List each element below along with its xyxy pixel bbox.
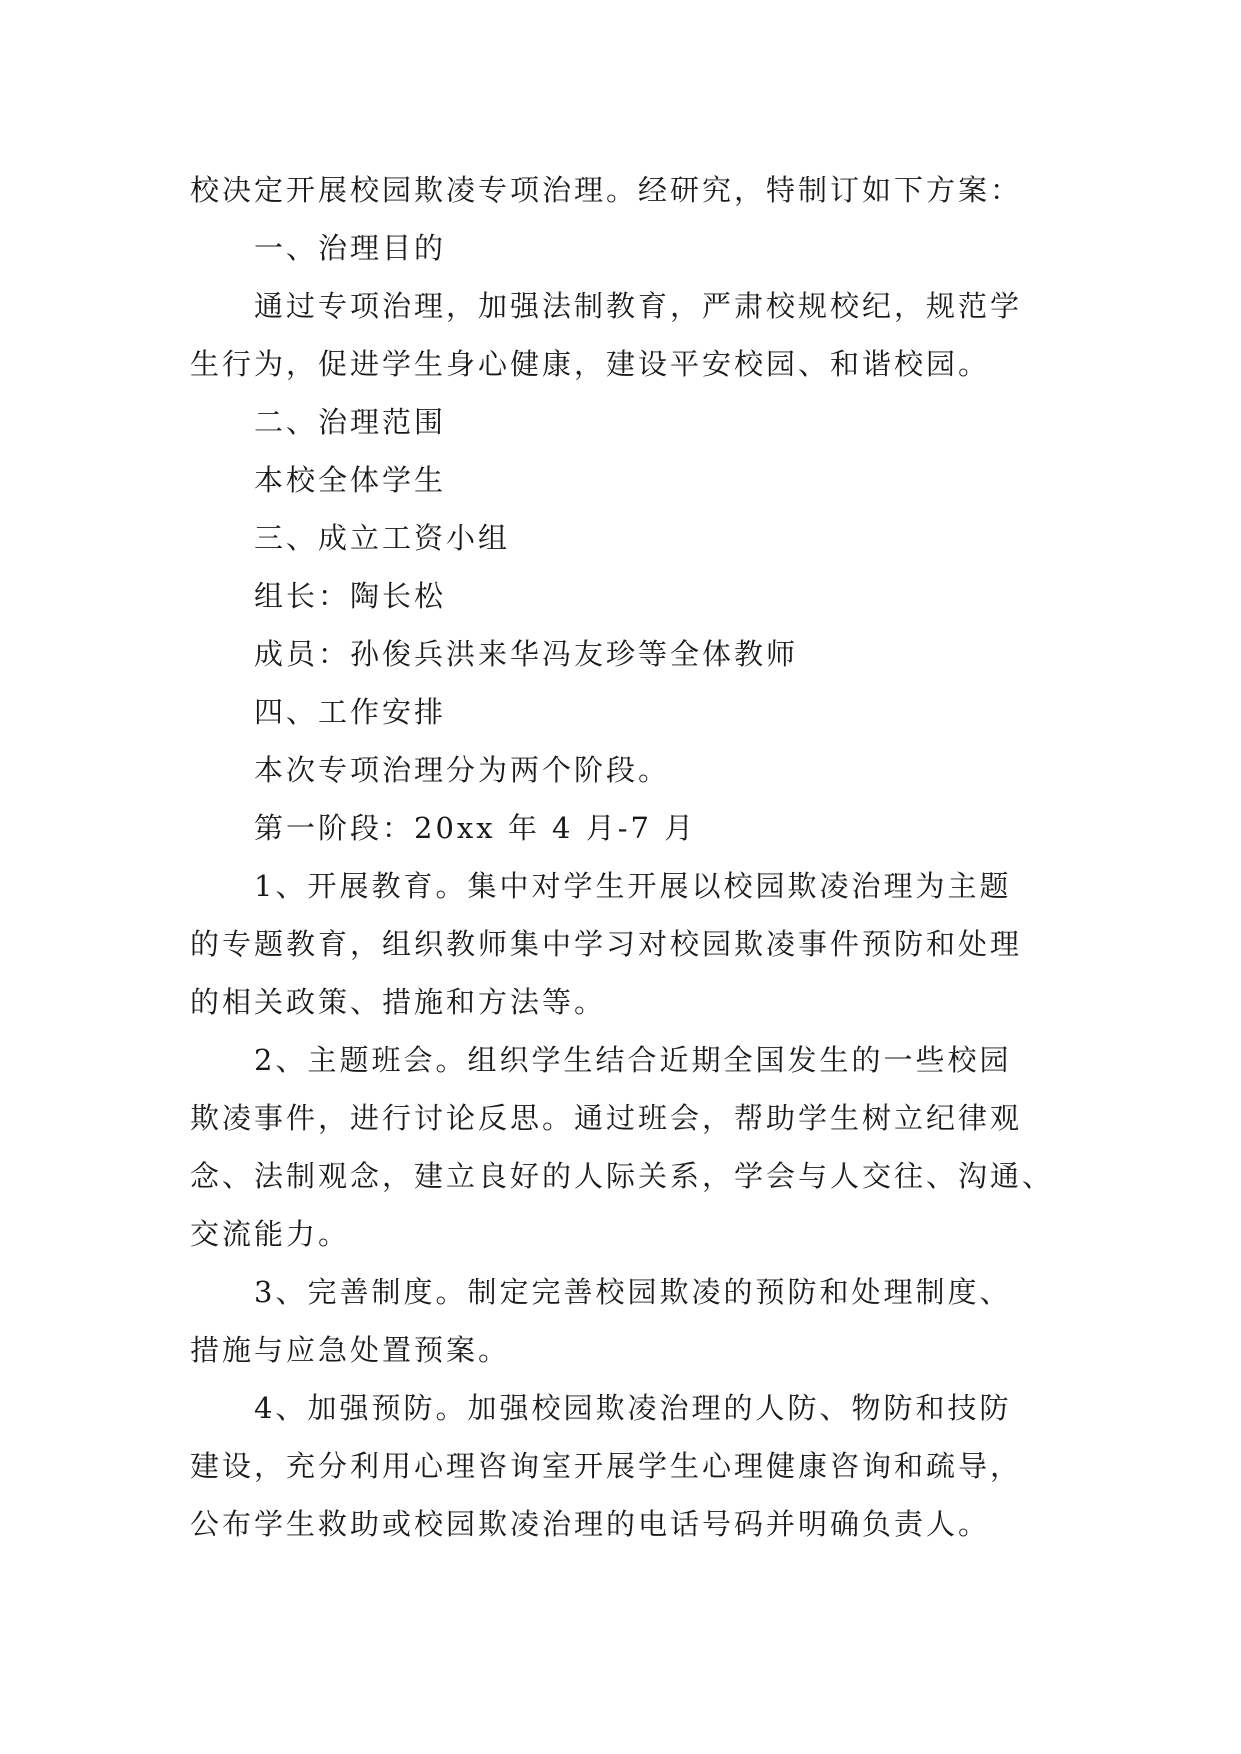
document-line: 生行为，促进学生身心健康，建设平安校园、和谐校园。 (190, 347, 991, 381)
document-line: 本校全体学生 (254, 463, 447, 497)
document-line: 三、成立工资小组 (254, 521, 511, 555)
document-line: 通过专项治理，加强法制教育，严肃校规校纪，规范学 (254, 289, 1023, 323)
document-body (190, 161, 1070, 1553)
document-line: 的相关政策、措施和方法等。 (190, 985, 607, 1019)
document-line: 第一阶段：20xx 年 4 月-7 月 (254, 811, 697, 845)
document-line: 二、治理范围 (254, 405, 447, 439)
document-line: 4、加强预防。加强校园欺凌治理的人防、物防和技防 (254, 1391, 1012, 1425)
document-line: 四、工作安排 (254, 695, 447, 729)
document-line: 2、主题班会。组织学生结合近期全国发生的一些校园 (254, 1043, 1012, 1077)
document-line: 本次专项治理分为两个阶段。 (254, 753, 671, 787)
document-line: 1、开展教育。集中对学生开展以校园欺凌治理为主题 (254, 869, 1012, 903)
document-line: 交流能力。 (190, 1217, 351, 1251)
document-line: 一、治理目的 (254, 231, 447, 265)
document-line: 念、法制观念，建立良好的人际关系，学会与人交往、沟通、 (190, 1159, 1055, 1193)
document-line: 措施与应急处置预案。 (190, 1333, 511, 1367)
document-line: 校决定开展校园欺凌专项治理。经研究，特制订如下方案： (190, 173, 1023, 207)
document-line: 公布学生救助或校园欺凌治理的电话号码并明确负责人。 (190, 1507, 991, 1541)
document-line: 组长：陶长松 (254, 579, 447, 613)
document-line: 欺凌事件，进行讨论反思。通过班会，帮助学生树立纪律观 (190, 1101, 1023, 1135)
document-line: 的专题教育，组织教师集中学习对校园欺凌事件预防和处理 (190, 927, 1023, 961)
document-line: 建设，充分利用心理咨询室开展学生心理健康咨询和疏导， (190, 1449, 1023, 1483)
document-line: 3、完善制度。制定完善校园欺凌的预防和处理制度、 (254, 1275, 1012, 1309)
document-line: 成员：孙俊兵洪来华冯友珍等全体教师 (254, 637, 799, 671)
